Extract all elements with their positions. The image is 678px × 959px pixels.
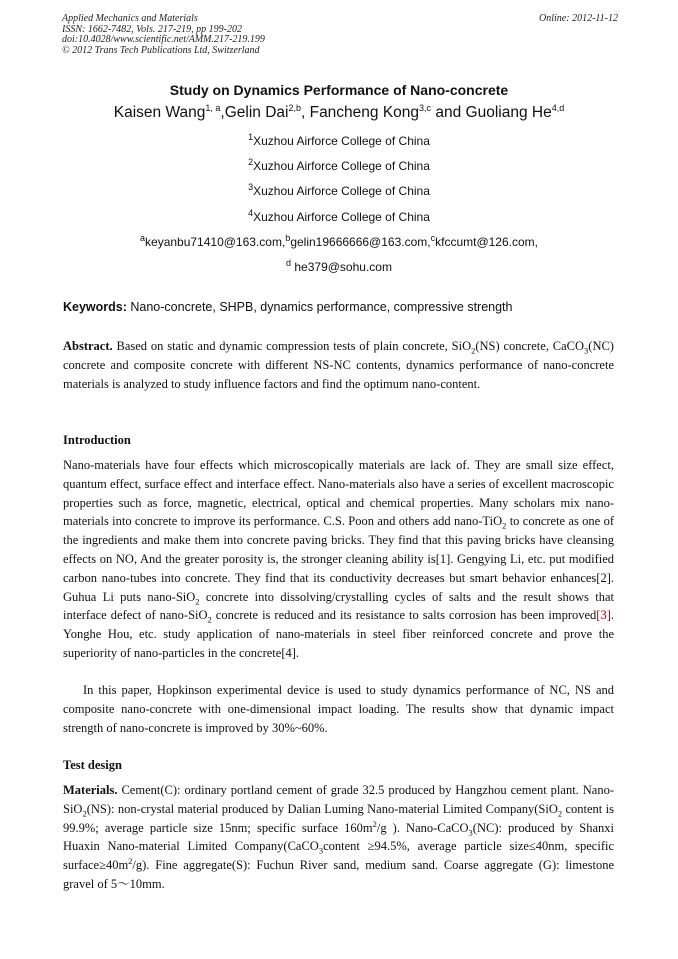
section-heading-introduction: Introduction [63, 433, 131, 447]
affiliation-sup: 3 [248, 182, 254, 192]
body-text: Nano-materials have four effects which microscopically materials are lack of. They are small size effect, quantum effect, surface effect and interface effect. Nano-materials also have a series of excellent macroscopic properties such as force, magnetic, electrical, optical and chemical properties. Many scholars mix nano-materials into concrete to improve its performance. C.S. Poon and others add nano-TiO [63, 458, 614, 529]
affiliation [0, 210, 678, 224]
email-link[interactable]: gelin19666666@163.com, [290, 235, 431, 249]
introduction-paragraph [63, 456, 614, 663]
author-sup: 2,b [288, 102, 301, 113]
issn: ISSN: 1662-7482, Vols. 217-219, pp 199-202 [62, 23, 242, 35]
body-text: /g ). Nano-CaCO [376, 820, 469, 835]
superscript: 2 [128, 856, 133, 867]
superscript: 2 [372, 818, 377, 829]
doi: doi:10.4028/www.scientific.net/AMM.217-219.199 [62, 34, 265, 45]
keywords [63, 300, 512, 314]
subscript: 2 [502, 520, 507, 531]
citation-link[interactable]: [3] [596, 608, 611, 623]
affiliation [0, 184, 678, 198]
affiliation-text: Xuzhou Airforce College of China [253, 184, 430, 198]
author-name: , Fancheng Kong [300, 104, 420, 121]
affiliation [0, 159, 678, 173]
subscript: 2 [471, 345, 476, 356]
keywords-text: Nano-concrete, SHPB, dynamics performance, compressive strength [126, 300, 513, 314]
subscript: 2 [207, 614, 212, 625]
author-name: and Guoliang He [431, 104, 552, 121]
introduction-paragraph: In this paper, Hopkinson experimental device is used to study dynamics performance of NC, NS and composite nano-concrete with one-dimensional impact loading. The results show that dynamic impact strength of nano-concrete is improved by 30%~60%. [63, 683, 614, 735]
affiliation-sup: 4 [248, 208, 254, 218]
affiliation-sup: 1 [248, 132, 254, 142]
keywords-label: Keywords: [63, 300, 127, 314]
email-link[interactable]: keyanbu71410@163.com, [145, 235, 286, 249]
abstract-text: (NS) concrete, CaCO [475, 339, 585, 353]
body-text: concrete is reduced and its resistance to salts corrosion has been improved [211, 608, 597, 623]
body-text: . Yonghe Hou, etc. study application of nano-materials in steel fiber reinforced concrete and prove the superiority of nano-particles in the concrete[4]. [63, 608, 614, 660]
body-text: Cement(C): ordinary portland cement of grade 32.5 produced by Hangzhou cement plant. Nano-SiO [63, 783, 614, 816]
copyright: © 2012 Trans Tech Publications Ltd, Switzerland [62, 44, 260, 56]
subscript: 2 [557, 808, 563, 819]
materials-label: Materials. [63, 783, 118, 797]
body-text: concrete into dissolving/crystalling cycles of salts and the result shows that interface defect of nano-SiO [63, 589, 614, 623]
email-link[interactable]: kfccumt@126.com, [435, 235, 538, 249]
subscript: 3 [468, 827, 473, 838]
email-sup: b [285, 233, 291, 243]
email-sup: d [286, 258, 292, 268]
body-text: /g). Fine aggregate(S): Fuchun River sand, medium sand. Coarse aggregate (G): limestone gravel of 5～10mm. [63, 858, 614, 891]
section-heading-test-design: Test design [63, 758, 122, 772]
body-text: content ≥94.5%, average particle size≤40nm, specific surface≥40m [63, 839, 614, 873]
affiliation-text: Xuzhou Airforce College of China [253, 159, 430, 173]
email-list [0, 235, 678, 249]
affiliation [0, 134, 678, 148]
affiliation-text: Xuzhou Airforce College of China [253, 210, 430, 224]
email-list [0, 260, 678, 274]
journal-header [62, 14, 618, 56]
email-sup: a [140, 233, 146, 243]
abstract-text: (NC) concrete and composite concrete with different NS-NC contents, dynamics performance of nano-concrete materials is analyzed to study influence factors and find the optimum nano-content. [63, 339, 614, 391]
author-name: ,Gelin Dai [220, 104, 289, 121]
email-sup: c [430, 233, 436, 243]
subscript: 3 [318, 845, 324, 856]
subscript: 2 [195, 596, 200, 607]
paper-title: Study on Dynamics Performance of Nano-concrete [169, 82, 509, 98]
author-list [0, 104, 678, 122]
author-name: Kaisen Wang [113, 104, 206, 121]
subscript: 2 [82, 808, 87, 819]
affiliation-sup: 2 [248, 157, 254, 167]
body-text: (NC): produced by Shanxi Huaxin Nano-material Limited Company(CaCO [63, 820, 614, 854]
body-text: to concrete as one of the ingredients and make them into concrete paving bricks. They find that this paving bricks have cleansing effects on NO, And the greater porosity is, the stronger cleaning ability is[1]. Gengying Li, etc. put modified carbon nano-tubes into concrete. They find that its conductivity decreases but smart behavior enhances[2]. Guhua Li puts nano-SiO [63, 514, 614, 604]
email-link[interactable]: he379@sohu.com [291, 260, 392, 274]
author-sup: 4,d [551, 102, 565, 113]
abstract [63, 337, 614, 393]
author-sup: 3,c [419, 102, 432, 113]
online-date: Online: 2012-11-12 [539, 13, 618, 24]
subscript: 3 [584, 345, 589, 356]
body-text: content is 99.9%; average particle size 15nm; specific surface 160m [63, 801, 614, 835]
author-sup: 1, a [205, 102, 221, 113]
materials-paragraph [63, 781, 614, 894]
abstract-label: Abstract. [63, 339, 113, 353]
affiliation-text: Xuzhou Airforce College of China [253, 134, 430, 148]
journal-name: Applied Mechanics and Materials [62, 13, 198, 24]
abstract-text: Based on static and dynamic compression tests of plain concrete, SiO [112, 339, 472, 353]
body-text: (NS): non-crystal material produced by Dalian Luming Nano-material Limited Company(SiO [86, 801, 558, 816]
